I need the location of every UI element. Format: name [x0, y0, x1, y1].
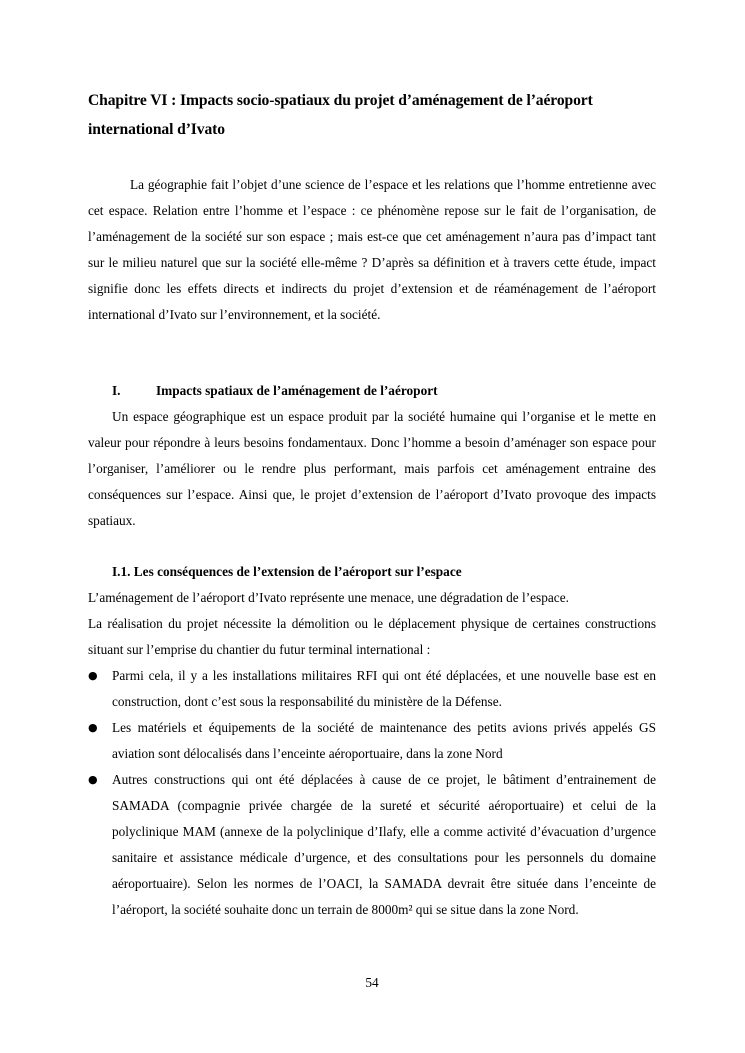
document-page [88, 0, 656, 1053]
page-number: 54 [365, 975, 379, 990]
list-item [88, 715, 656, 767]
section-title: Impacts spatiaux de l’aménagement de l’aéroport [156, 383, 438, 398]
chapter-title: Chapitre VI : Impacts socio-spatiaux du projet d’aménagement de l’aéroport international d’Ivato [88, 92, 593, 138]
bullet-list [88, 663, 656, 923]
subsection-paragraph-realisation: La réalisation du projet nécessite la démolition ou le déplacement physique de certaines constructions situant sur l’emprise du chantier du futur terminal international : [88, 616, 656, 657]
list-item-text: Les matériels et équipements de la société de maintenance des petits avions privés appelés GS aviation sont délocalisés dans l’enceinte aéroportuaire, dans la zone Nord [112, 720, 656, 761]
bullet-icon: ● [88, 773, 98, 786]
section-paragraph: Un espace géographique est un espace produit par la société humaine qui l’organise et le mette en valeur pour répondre à leurs besoins fondamentaux. Donc l’homme a besoin d’aménager son espace pour l’organiser, l’améliorer ou le rendre plus performant, mais parfois cet aménagement entraine des conséquences sur l’espace. Ainsi que, le projet d’extension de l’aéroport d’Ivato provoque des impacts spatiaux. [88, 409, 656, 528]
intro-paragraph: La géographie fait l’objet d’une science de l’espace et les relations que l’homme entretienne avec cet espace. Relation entre l’homme et l’espace : ce phénomène repose sur le fait de l’organisation, de l’aménagement de la société sur son espace ; mais est-ce que cet aménagement n’aura pas d’impact tant sur le milieu naturel que sur la société elle-même ? D’après sa définition et à travers cette étude, impact signifie donc les effets directs et indirects du projet d’extension et de réaménagement de l’aéroport international d’Ivato sur l’environnement, et la société. [88, 177, 656, 322]
list-item-text: Autres constructions qui ont été déplacées à cause de ce projet, le bâtiment d’entrainement de SAMADA (compagnie privée chargée de la sureté et sécurité aéroportuaire) et celui de la polyclinique MAM (annexe de la polyclinique d’Ilafy, elle a comme activité d’évacuation d’urgence sanitaire et assistance médicale d’urgence, et des consultations pour les personnels du domaine aéroportuaire). Selon les normes de l’OACI, la SAMADA devrait être située dans l’enceinte de l’aéroport, la société souhaite donc un terrain de 8000m² qui se situe dans la zone Nord. [112, 772, 656, 917]
section-number: I. [112, 383, 121, 398]
section-heading [112, 378, 438, 404]
list-item [88, 767, 656, 923]
subsection-paragraph-menace: L’aménagement de l’aéroport d’Ivato représente une menace, une dégradation de l’espace. [88, 590, 569, 605]
list-item [88, 663, 656, 715]
bullet-icon: ● [88, 721, 98, 734]
subsection-heading: I.1. Les conséquences de l’extension de l’aéroport sur l’espace [112, 564, 462, 579]
list-item-text: Parmi cela, il y a les installations militaires RFI qui ont été déplacées, et une nouvelle base est en construction, dont c’est sous la responsabilité du ministère de la Défense. [112, 668, 656, 709]
bullet-icon: ● [88, 669, 98, 682]
